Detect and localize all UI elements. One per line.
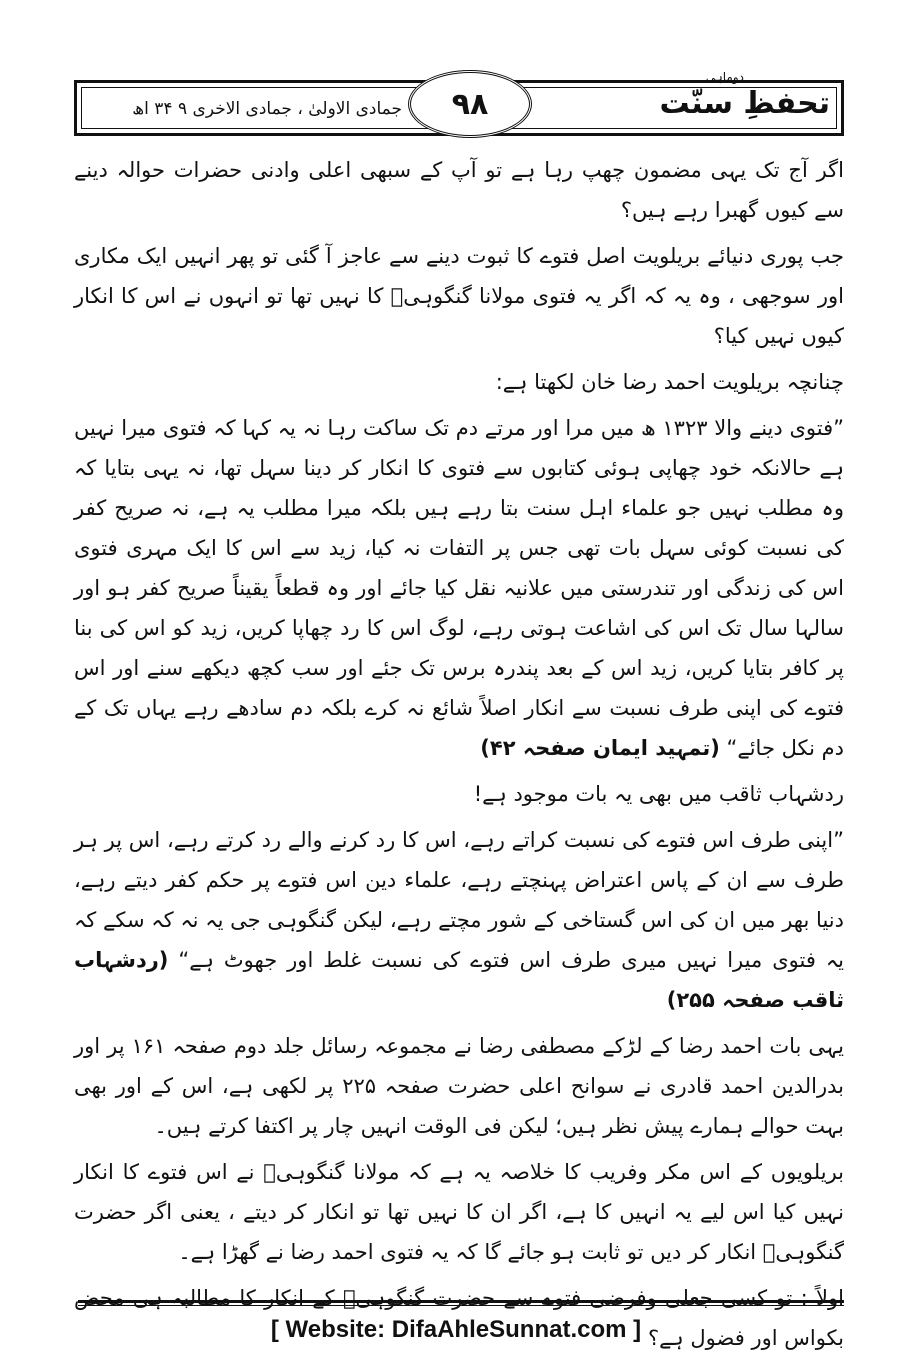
quote-shihab: [74, 820, 844, 1020]
paragraph-3: چنانچہ بریلویت احمد رضا خان لکھتا ہے:: [495, 370, 844, 394]
quote-shihab-text: ”اپنی طرف اس فتوے کی نسبت کراتے رہے، اس کا رد کرنے والے رد کرتے رہے، اس پر ہر طرف سے ان کے پاس اعتراض پہنچتے رہے، علماء دین اس فتوے پر حکم کفر دیتے رہے، دنیا بھر میں ان کی اس گستاخی کے شور مچتے رہے، لیکن گنگوہی جی یہ نہ کہ سکے کہ یہ فتوی میرا نہیں میری طرف اس فتوے کی نسبت غلط اور جھوٹ ہے“: [74, 828, 844, 972]
paragraph-9: اولاً : تو کسی جعلی وفرضی فتوے سے حضرت گنگوہیؒ کے انکار کا مطالبہ ہی محض بکواس اور فضول ہے؟: [74, 1286, 844, 1350]
magazine-title: تحفظِ سنّت: [659, 86, 830, 121]
reference-shihab: (ردشہاب ثاقب صفحہ ۲۵۵): [74, 948, 844, 1012]
paragraph-7: یہی بات احمد رضا کے لڑکے مصطفی رضا نے مجموعہ رسائل جلد دوم صفحہ ۱۶۱ پر اور بدرالدین احمد قادری نے سوانح اعلی حضرت صفحہ ۲۲۵ پر لکھی ہے، اس کے اور بھی بہت حوالے ہمارے پیش نظر ہیں؛ لیکن فی الوقت انہیں چار پر اکتفا کرتے ہیں۔: [74, 1034, 845, 1138]
magazine-subtitle: دوماہی: [705, 70, 744, 84]
page-header: [74, 64, 844, 150]
reference-tamheed: (تمہید ایمان صفحہ ۴۲): [480, 736, 720, 760]
page-number: ۹۸: [408, 70, 532, 138]
paragraph-1: اگر آج تک یہی مضمون چھپ رہا ہے تو آپ کے سبھی اعلی وادنی حضرات حوالہ دینے سے کیوں گھبرا رہے ہیں؟: [74, 158, 844, 222]
article-body: [74, 150, 844, 1364]
footer-divider: [78, 1300, 844, 1303]
issue-date: جمادی الاولیٰ ، جمادی الاخری ۹ ۳۴ اھ: [132, 99, 402, 119]
paragraph-8: بریلویوں کے اس مکر وفریب کا خلاصہ یہ ہے کہ مولانا گنگوہیؒ نے اس فتوے کا انکار نہیں کیا اس لیے یہ انہیں کا ہے، اگر ان کا نہیں تھا تو انکار کر دیتے ، یعنی اگر حضرت گنگوہیؒ انکار کر دیں تو ثابت ہو جائے گا کہ یہ فتوی احمد رضا نے گھڑا ہے۔: [74, 1160, 844, 1264]
paragraph-2: جب پوری دنیائے بریلویت اصل فتوے کا ثبوت دینے سے عاجز آ گئی تو پھر انہیں ایک مکاری اور سوجھی ، وہ یہ کہ اگر یہ فتوی مولانا گنگوہیؒ کا نہیں تھا تو انہوں نے اس کا انکار کیوں نہیں کیا؟: [74, 244, 844, 348]
website-link[interactable]: [ Website: DifaAhleSunnat.com ]: [270, 1316, 642, 1343]
quote-tamheed: [74, 408, 844, 768]
paragraph-5: ردشہاب ثاقب میں بھی یہ بات موجود ہے!: [473, 782, 844, 806]
quote-tamheed-text: ”فتوی دینے والا ۱۳۲۳ ھ میں مرا اور مرتے دم تک ساکت رہا نہ یہ کہا کہ فتوی میرا نہیں ہے حالانکہ خود چھاپی ہوئی کتابوں سے فتوی کا انکار کر دینا سہل تھا، نہ یہی بتایا کہ وہ مطلب نہیں جو علماء اہل سنت بتا رہے ہیں بلکہ میرا مطلب یہ ہے، نہ صریح کفر کی نسبت کوئی سہل بات تھی جس پر التفات نہ کیا، زید سے اس کا ایک مہری فتوی اس کی زندگی اور تندرستی میں علانیہ نقل کیا جائے اور وہ قطعاً یقیناً صریح کفر ہو اور سالہا سال تک اس کی اشاعت ہوتی رہے، لوگ اس کا رد چھاپا کریں، زید کو اس کی بنا پر کافر بتایا کریں، زید اس کے بعد پندرہ برس تک جئے اور سب کچھ دیکھے سنے اور اس فتوے کی اپنی طرف نسبت سے انکار اصلاً شائع نہ کرے بلکہ دم سادھے رہے یہاں تک کے دم نکل جائے“: [74, 416, 845, 760]
